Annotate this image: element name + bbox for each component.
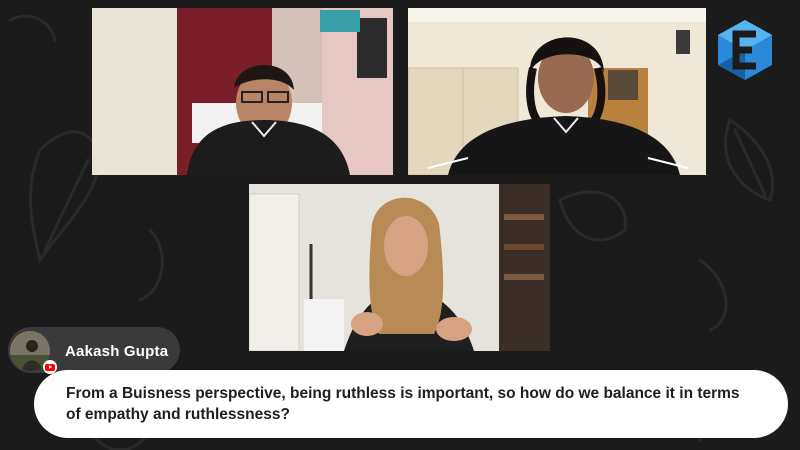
- commenter-name: Aakash Gupta: [65, 343, 169, 360]
- comment-text: From a Buisness perspective, being ruthless is important, so how do we balance it in terms of empathy and ruthlessness?: [66, 385, 740, 423]
- video-feed-3: [249, 184, 550, 351]
- comment-bubble: [34, 370, 788, 438]
- brand-logo-icon: [716, 18, 774, 82]
- video-tile-participant-1[interactable]: [92, 8, 393, 175]
- video-tile-participant-2[interactable]: [408, 8, 706, 175]
- video-feed-2: [408, 8, 706, 175]
- video-feed-1: [92, 8, 393, 175]
- video-tile-participant-3[interactable]: [249, 184, 550, 351]
